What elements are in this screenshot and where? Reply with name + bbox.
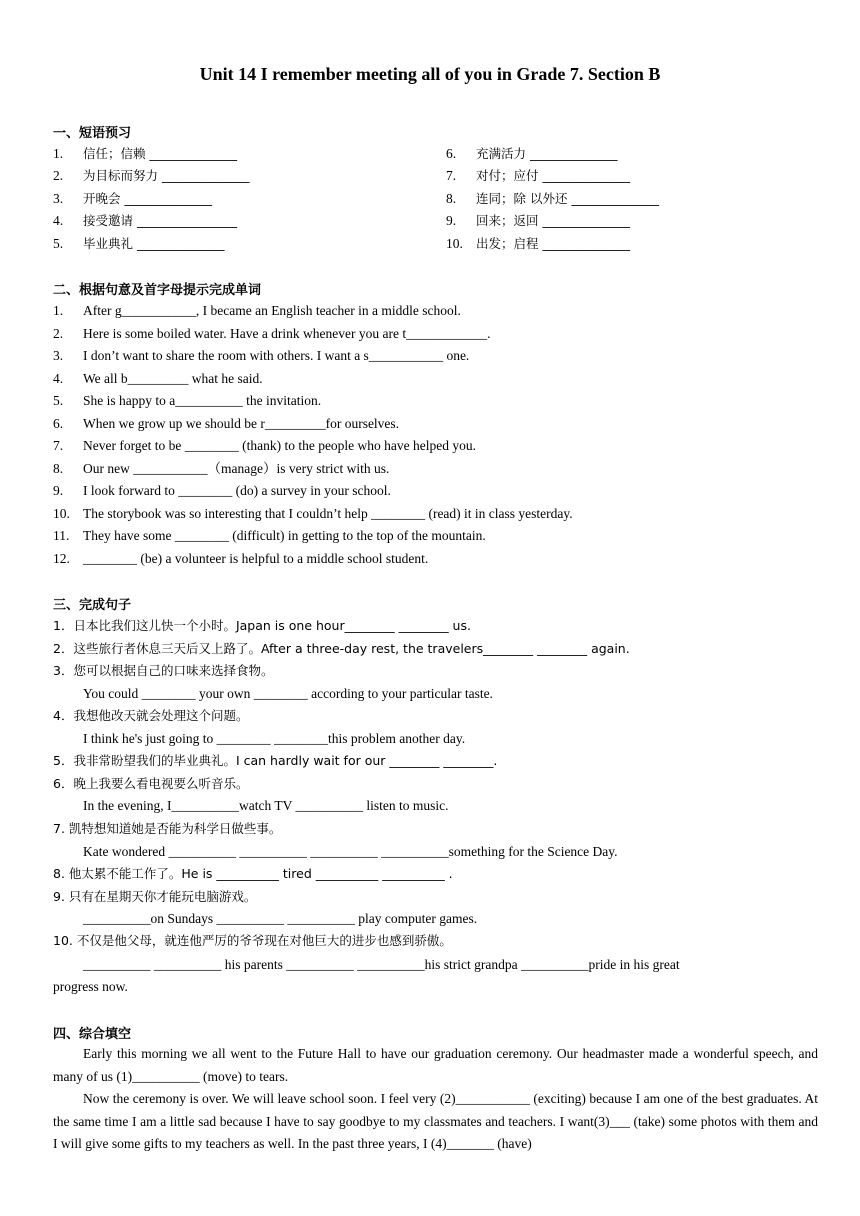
phrase-item: 2. 为目标而努力 ______________ <box>53 168 250 183</box>
word-item: 9. I look forward to ________ (do) a survey in your school. <box>53 483 391 498</box>
word-item: 7. Never forget to be ________ (thank) to the people who have helped you. <box>53 438 477 453</box>
phrase-item: 1. 信任；信赖 ______________ <box>53 146 237 161</box>
phrase-item: 9. 回来；返回 ______________ <box>446 213 630 228</box>
sentence-item: progress now. <box>53 979 128 994</box>
passage-paragraph-1: Early this morning we all went to the Future Hall to have our graduation ceremony. Our headmaster made a wonderful speech, and many of us (1)__________ (move) to tears. <box>53 1046 818 1084</box>
phrase-item: 4. 接受邀请 ________________ <box>53 213 237 228</box>
sentence-item: 9. 只有在星期天你才能玩电脑游戏。 <box>53 889 257 904</box>
word-item: 10. The storybook was so interesting that I couldn’t help ________ (read) it in class yesterday. <box>53 506 573 521</box>
section-1-heading: 一、短语预习 <box>53 126 132 141</box>
sentence-item: 8. 他太累不能工作了。He is __________ tired __________ __________ . <box>53 866 453 881</box>
word-item: 5. She is happy to a__________ the invitation. <box>53 393 322 408</box>
sentence-item: 10. 不仅是他父母，就连他严厉的爷爷现在对他巨大的进步也感到骄傲。 <box>53 933 452 948</box>
sentence-item: 1．日本比我们这儿快一个小时。Japan is one hour________ ________ us. <box>53 618 471 633</box>
worksheet-title: Unit 14 I remember meeting all of you in Grade 7. Section B <box>199 64 661 84</box>
phrase-item: 8. 连同；除 以外还 ______________ <box>446 191 659 206</box>
passage-paragraph-2: Now the ceremony is over. We will leave school soon. I feel very (2)___________ (exciting) because I am one of the best graduates. At the same time I am a little sad because I have to say goodbye to my classmates and teachers. I want(3)___ (take) some photos with them and I will give some gifts to my teachers as well. In the past three years, I (4)_______ (have) <box>53 1091 818 1151</box>
phrase-item: 3. 开晚会 ______________ <box>53 191 212 206</box>
sentence-item: I think he's just going to ________ ________this problem another day. <box>83 731 466 746</box>
word-item: 8. Our new ___________（manage）is very strict with us. <box>53 461 390 476</box>
phrase-item: 7. 对付；应付 ______________ <box>446 168 630 183</box>
sentence-item: 7. 凯特想知道她是否能为科学日做些事。 <box>53 821 282 836</box>
sentence-item: __________ __________ his parents __________ __________his strict grandpa __________pride in his great <box>83 957 680 972</box>
word-item: 4. We all b_________ what he said. <box>53 371 263 386</box>
sentence-item: 4．我想他改天就会处理这个问题。 <box>53 708 249 723</box>
sentence-item: You could ________ your own ________ according to your particular taste. <box>83 686 493 701</box>
word-item: 11. They have some ________ (difficult) in getting to the top of the mountain. <box>53 528 486 543</box>
phrase-item: 5. 毕业典礼 ______________ <box>53 236 225 251</box>
word-item: 1. After g___________, I became an English teacher in a middle school. <box>53 303 461 318</box>
sentence-item: Kate wondered __________ __________ __________ __________something for the Science Day. <box>83 844 618 859</box>
sentence-item: 3．您可以根据自己的口味来选择食物。 <box>53 663 274 678</box>
word-item: 2. Here is some boiled water. Have a drink whenever you are t____________. <box>53 326 491 341</box>
section-3-heading: 三、完成句子 <box>53 598 132 613</box>
section-4-heading: 四、综合填空 <box>53 1027 132 1042</box>
phrase-item: 10. 出发；启程 ______________ <box>446 236 630 251</box>
phrase-item: 6. 充满活力 ______________ <box>446 146 618 161</box>
word-item: 6. When we grow up we should be r_________for ourselves. <box>53 416 400 431</box>
section-2-heading: 二、根据句意及首字母提示完成单词 <box>53 283 262 298</box>
sentence-item: In the evening, I__________watch TV __________ listen to music. <box>83 798 449 813</box>
sentence-item: 6．晚上我要么看电视要么听音乐。 <box>53 776 249 791</box>
sentence-item: 2．这些旅行者休息三天后又上路了。After a three-day rest, the travelers________ ________ again. <box>53 641 630 656</box>
sentence-item: __________on Sundays __________ __________ play computer games. <box>83 911 478 926</box>
word-item: 12. ________ (be) a volunteer is helpful to a middle school student. <box>53 551 429 566</box>
sentence-item: 5．我非常盼望我们的毕业典礼。I can hardly wait for our ________ ________. <box>53 753 498 768</box>
word-item: 3. I don’t want to share the room with others. I want a s___________ one. <box>53 348 470 363</box>
